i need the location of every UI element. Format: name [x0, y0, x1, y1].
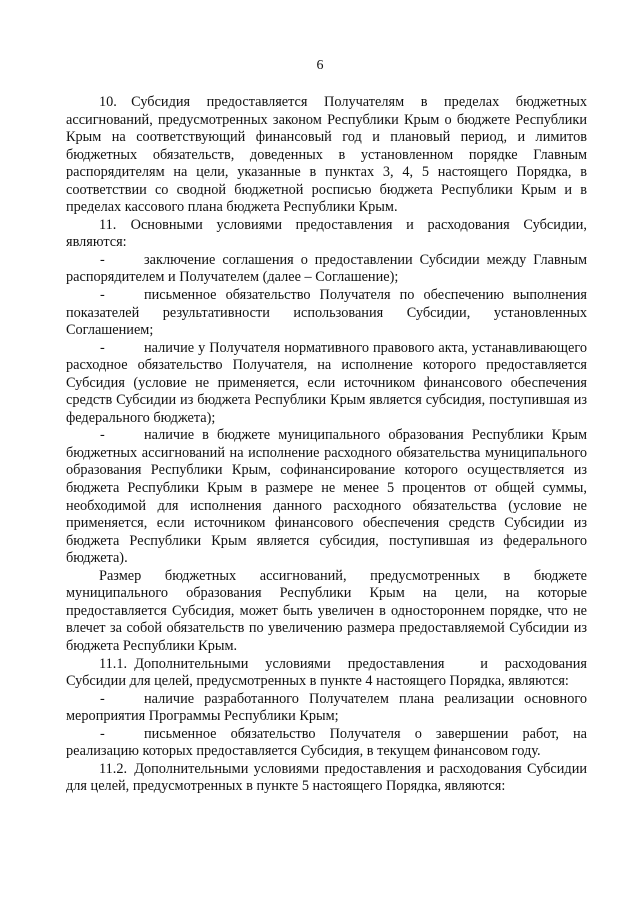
- paragraph-11-2: 11.2. Дополнительными условиями предоставления и расходования Субсидии для целей, предусмотренных в пункте 5 настоящего Порядка, являются:: [66, 760, 587, 795]
- list-item: [66, 427, 587, 567]
- list-item-text: наличие разработанного Получателем плана реализации основного мероприятия Программы Республики Крым;: [66, 690, 587, 725]
- bullet-dash: -: [100, 427, 105, 444]
- bullet-dash: -: [100, 725, 105, 742]
- paragraph-10: 10. Субсидия предоставляется Получателям в пределах бюджетных ассигнований, предусмотренных законом Республики Крым о бюджете Республики Крым на соответствующий финансовый год и плановый период, и лимитов бюджетных обязательств, доведенных в установленном порядке Главным распорядителям на цели, указанные в пунктах 3, 4, 5 настоящего Порядка, в соответствии со сводной бюджетной росписью бюджета Республики Крым и в пределах кассового плана бюджета Республики Крым.: [66, 94, 587, 216]
- paragraph-11-1: 11.1. Дополнительными условиями предоставления и расходования Субсидии для целей, предусмотренных в пункте 4 настоящего Порядка, являются:: [66, 655, 587, 690]
- list-item: [66, 691, 587, 726]
- bullet-dash: -: [100, 690, 105, 707]
- list-item: [66, 252, 587, 287]
- document-body: [66, 94, 587, 796]
- list-item-text: письменное обязательство Получателя о завершении работ, на реализацию которых предоставляется Субсидия, в текущем финансовом году.: [66, 725, 587, 760]
- bullet-dash: -: [100, 339, 105, 356]
- bullet-dash: -: [100, 287, 105, 304]
- page-number: 6: [316, 58, 324, 73]
- paragraph-11: 11. Основными условиями предоставления и расходования Субсидии, являются:: [66, 216, 587, 251]
- list-item: [66, 287, 587, 340]
- list-item: [66, 726, 587, 761]
- paragraph-budget-size: Размер бюджетных ассигнований, предусмотренных в бюджете муниципального образования Республики Крым на цели, на которые предоставляется Субсидия, может быть увеличен в одностороннем порядке, что не влечет за собой обязательств по увеличению размера предоставляемой Субсидии из бюджета Республики Крым.: [66, 567, 587, 654]
- list-item-text: наличие в бюджете муниципального образования Республики Крым бюджетных ассигнований на исполнение расходного обязательства муниципального образования Республики Крым, софинансирование которого осуществляется из бюджета Республики Крым в размере не менее 5 процентов от общей суммы, необходимой для исполнения данного расходного обязательства (условие не применяется, если источником финансового обеспечения средств Субсидии из бюджета Республики Крым является субсидия, поступившая из федерального бюджета).: [66, 427, 587, 567]
- list-item-text: заключение соглашения о предоставлении Субсидии между Главным распорядителем и Получателем (далее – Соглашение);: [66, 251, 587, 286]
- bullet-dash: -: [100, 251, 105, 268]
- list-item: [66, 340, 587, 428]
- list-item-text: письменное обязательство Получателя по обеспечению выполнения показателей результативности использования Субсидии, установленных Соглашением;: [66, 287, 587, 339]
- list-item-text: наличие у Получателя нормативного правового акта, устанавливающего расходное обязательство Получателя, на исполнение которого предоставляется Субсидия (условие не применяется, если источником финансового обеспечения средств Субсидии из бюджета Республики Крым является субсидия, поступившая из федерального бюджета);: [66, 339, 587, 426]
